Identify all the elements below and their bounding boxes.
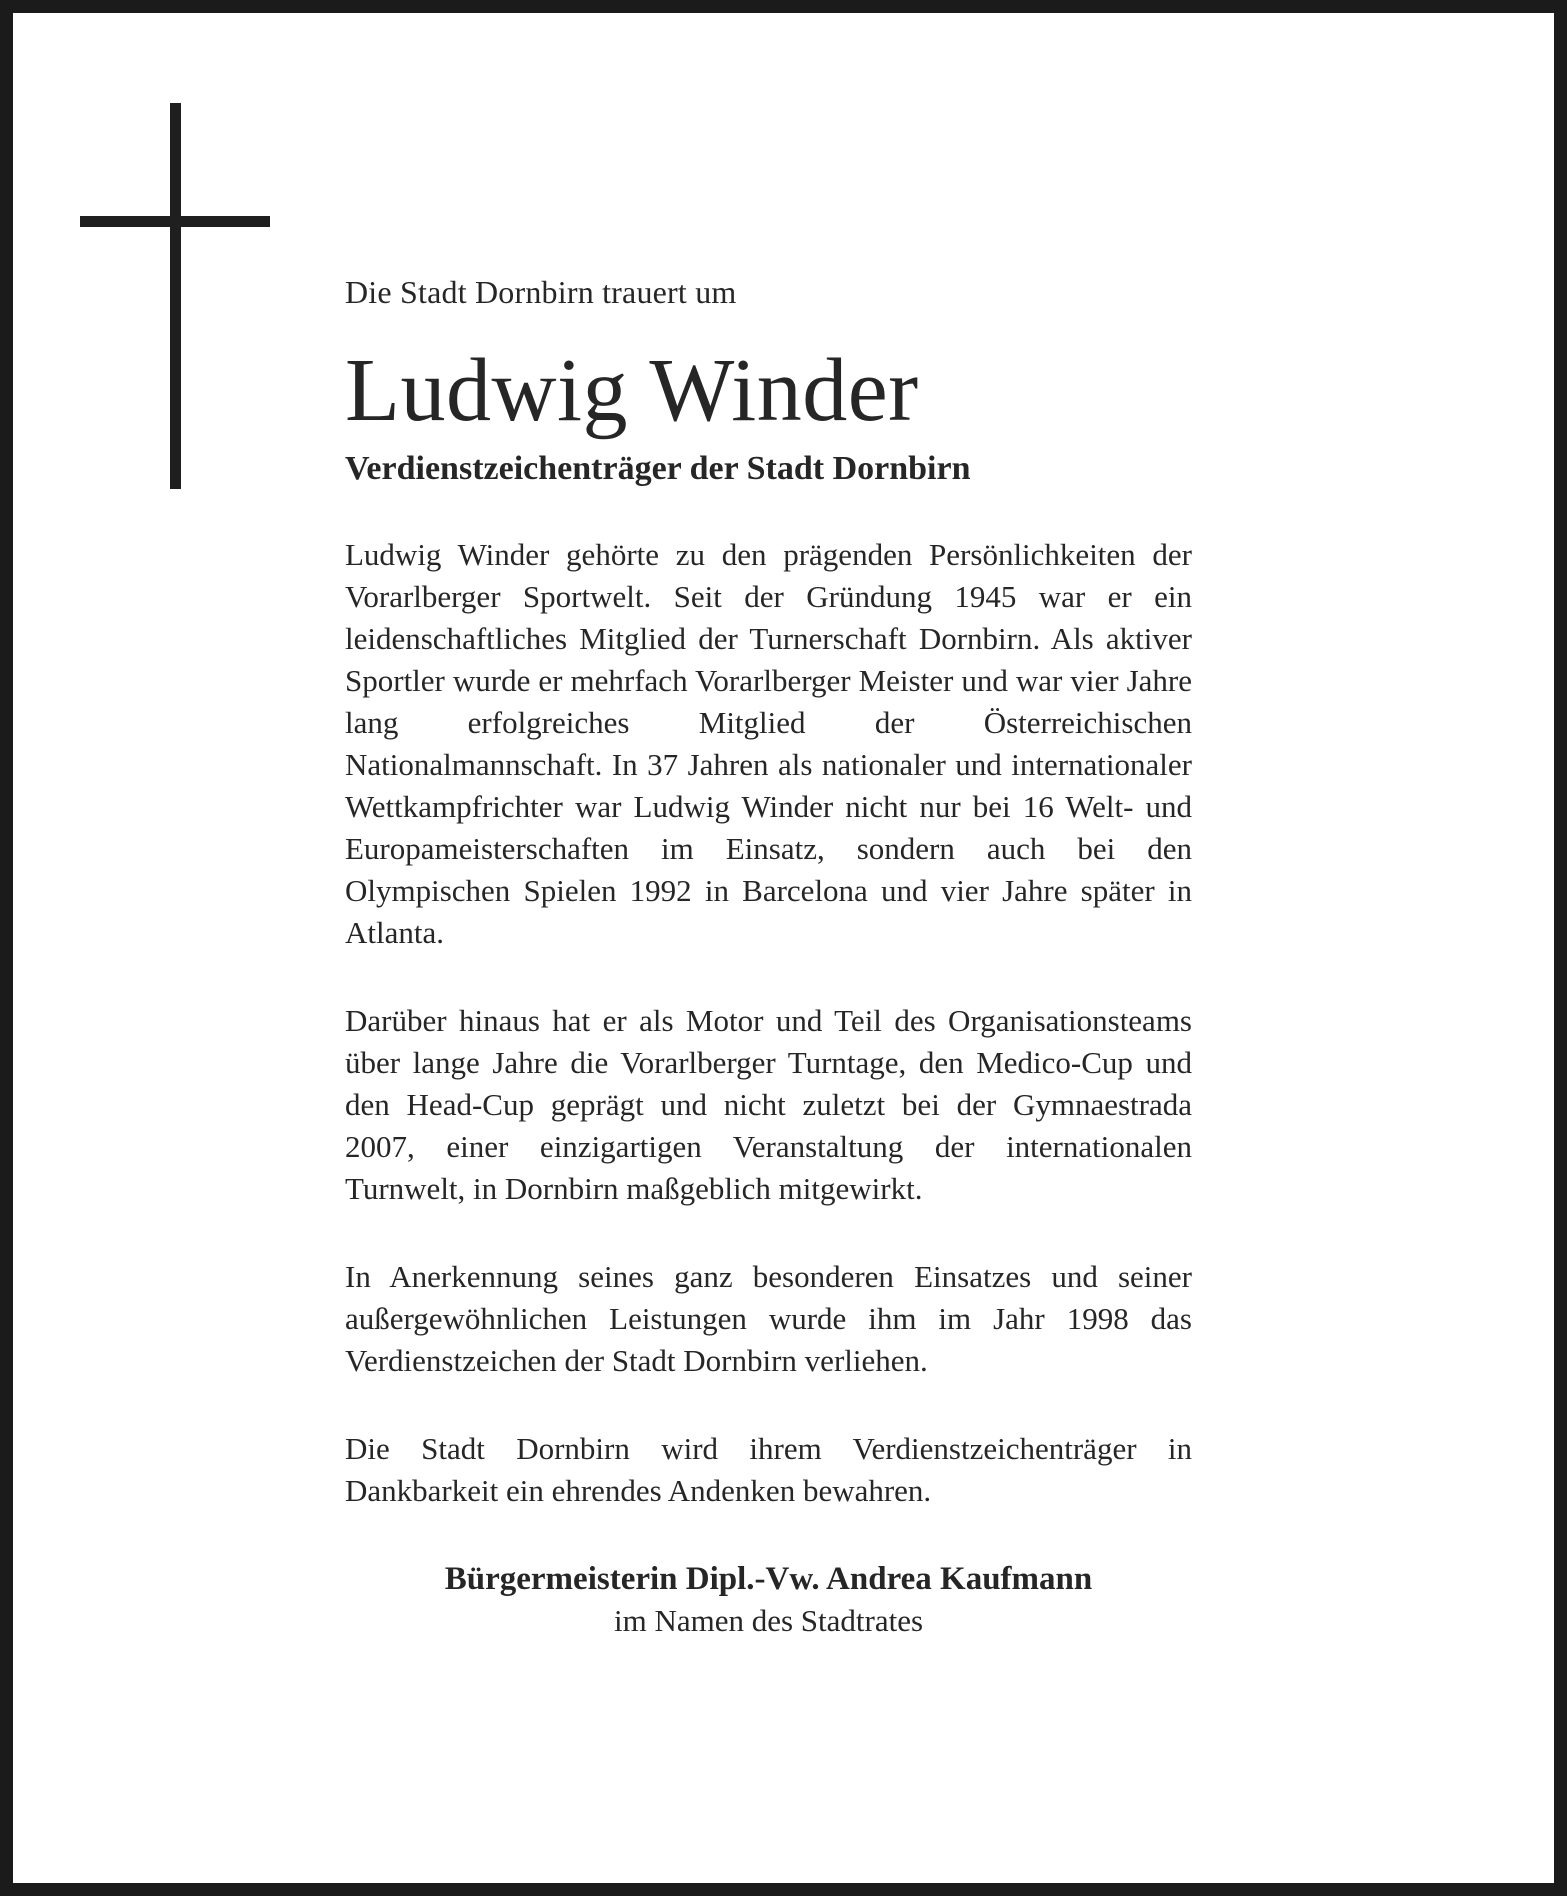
cross-horizontal-bar [80, 216, 270, 227]
cross-vertical-bar [170, 103, 181, 489]
signature-name: Bürgermeisterin Dipl.-Vw. Andrea Kaufmann [444, 1560, 1093, 1597]
body-paragraph: Die Stadt Dornbirn wird ihrem Verdienstzeichenträger in Dankbarkeit ein ehrendes Andenken bewahren. [345, 1430, 1192, 1508]
body-paragraph: Ludwig Winder gehörte zu den prägenden Persönlichkeiten der Vorarlberger Sportwelt. Seit der Gründung 1945 war er ein leidenschaftliches Mitglied der Turnerschaft Dornbirn. Als aktiver Sportler wurde er mehrfach Vorarlberger Meister und war vier Jahre lang erfolgreiches Mitglied der Österreichischen Nationalmannschaft. In 37 Jahren als nationaler und internationaler Wettkampfrichter war Ludwig Winder nicht nur bei 16 Welt- und Europameisterschaften im Einsatz, sondern auch bei den Olympischen Spielen 1992 in Barcelona und vier Jahre später in Atlanta. [345, 536, 1192, 950]
body-paragraph: Darüber hinaus hat er als Motor und Teil des Organisationsteams über lange Jahre die Vorarlberger Turntage, den Medico-Cup und den Head-Cup geprägt und nicht zuletzt bei der Gymnaestrada 2007, einer einzigartigen Veranstaltung der internationalen Turnwelt, in Dornbirn maßgeblich mitgewirkt. [345, 1002, 1192, 1206]
signature-block [345, 1558, 1192, 1641]
body-paragraph: In Anerkennung seines ganz besonderen Einsatzes und seiner außergewöhnlichen Leistungen wurde ihm im Jahr 1998 das Verdienstzeichen der Stadt Dornbirn verliehen. [345, 1258, 1192, 1378]
intro-line: Die Stadt Dornbirn trauert um [345, 274, 737, 310]
notice-content [345, 272, 1192, 1641]
notice-body [345, 534, 1192, 1512]
signature-role: im Namen des Stadtrates [613, 1602, 924, 1638]
deceased-name: Ludwig Winder [345, 341, 919, 440]
honor-title: Verdienstzeichenträger der Stadt Dornbirn [345, 450, 971, 488]
